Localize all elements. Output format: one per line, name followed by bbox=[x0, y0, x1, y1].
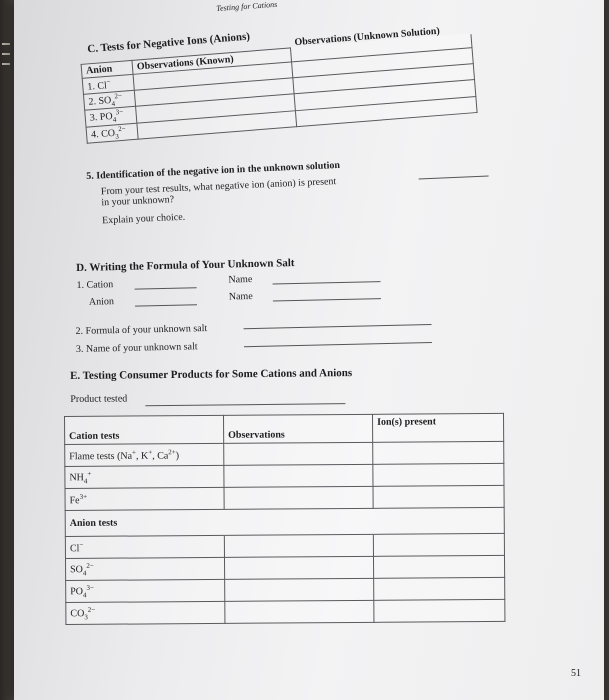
flame-tests-row: Flame tests (Na+, K+, $Ca^{2+}$) bbox=[65, 443, 224, 466]
section-d-title: D. Writing the Formula of Your Unknown Salt bbox=[76, 257, 295, 274]
anion-test-row: $PO_4^{3-}$ bbox=[66, 579, 225, 602]
observation-cell[interactable] bbox=[225, 600, 374, 623]
ion-present-cell[interactable] bbox=[373, 463, 504, 486]
column-header-observations: Observations bbox=[223, 414, 372, 443]
section-e bbox=[70, 367, 370, 405]
anion-test-row: Cl− bbox=[65, 535, 224, 558]
section-c bbox=[79, 13, 478, 143]
ion-present-cell[interactable] bbox=[374, 599, 505, 622]
anion-tests-spacer bbox=[224, 508, 373, 535]
running-header: Testing for Cations bbox=[216, 0, 278, 13]
ion-present-cell[interactable] bbox=[374, 577, 505, 600]
anion-row: 2. $SO_4^{2-}$ bbox=[83, 90, 135, 110]
formula-lines bbox=[77, 318, 438, 360]
column-header-cation-tests: Cation tests bbox=[65, 415, 224, 444]
question-5-title: 5. Identification of the negative ion in the unknown solution bbox=[86, 159, 341, 182]
column-header-anion: Anion bbox=[81, 60, 133, 78]
cation-line[interactable] bbox=[135, 287, 197, 289]
consumer-products-table bbox=[64, 413, 505, 625]
column-header-observations-known: Observations (Known) bbox=[132, 48, 292, 74]
anion-test-row: $SO_4^{2-}$ bbox=[65, 557, 224, 580]
iron-row: $Fe^{3+}$ bbox=[65, 487, 224, 510]
page-number: 51 bbox=[571, 668, 581, 679]
binder-mark bbox=[2, 53, 10, 55]
question-5-prompt-2: in your unknown? bbox=[101, 194, 175, 209]
formula-line[interactable] bbox=[244, 324, 432, 329]
consumer-products-table-wrap bbox=[64, 413, 505, 625]
formula-label: 2. Formula of your unknown salt bbox=[75, 323, 208, 338]
anion-tests-spacer bbox=[373, 507, 504, 534]
ion-present-cell[interactable] bbox=[373, 441, 504, 464]
cation-name-label: Name bbox=[228, 274, 253, 286]
product-tested bbox=[70, 391, 370, 405]
cation-label: 1. Cation bbox=[76, 279, 114, 291]
observation-cell[interactable] bbox=[224, 534, 373, 557]
section-e-title: E. Testing Consumer Products for Some Cations and Anions bbox=[70, 367, 353, 382]
product-label: Product tested bbox=[70, 393, 128, 405]
product-line[interactable] bbox=[145, 403, 345, 406]
observation-cell[interactable] bbox=[224, 486, 373, 509]
anion-row: 4. $CO_3^{2-}$ bbox=[86, 123, 138, 143]
question-5-explain: Explain your choice. bbox=[101, 211, 186, 227]
ammonium-row: $NH_4^+$ bbox=[65, 465, 224, 488]
binder-mark bbox=[2, 63, 10, 65]
ion-present-cell[interactable] bbox=[373, 485, 504, 508]
observation-cell[interactable] bbox=[224, 556, 373, 579]
cation-anion-lines bbox=[76, 273, 397, 318]
observation-cell[interactable] bbox=[224, 442, 373, 465]
question-5-prompt: From your test results, what negative ion (anion) is present bbox=[101, 170, 481, 198]
page-shadow bbox=[0, 0, 14, 700]
cation-name-line[interactable] bbox=[273, 281, 381, 284]
salt-name-line[interactable] bbox=[244, 342, 432, 347]
worksheet-page bbox=[14, 0, 604, 700]
anion-test-row: $CO_3^{2-}$ bbox=[66, 601, 225, 624]
observation-cell[interactable] bbox=[225, 578, 374, 601]
anion-row: 3. $PO_4^{3-}$ bbox=[85, 107, 137, 127]
section-c-title: C. Tests for Negative Ions (Anions) bbox=[86, 30, 251, 56]
column-header-observations-unknown: Observations (Unknown Solution) bbox=[290, 34, 472, 62]
binder-mark bbox=[2, 43, 10, 45]
anion-row: 1. Cl− bbox=[82, 74, 134, 94]
salt-name-label: 3. Name of your unknown salt bbox=[75, 341, 198, 356]
anion-name-line[interactable] bbox=[273, 298, 381, 301]
anion-label: Anion bbox=[88, 296, 115, 308]
question-5 bbox=[86, 154, 482, 227]
column-header-ions-present: Ion(s) present bbox=[372, 413, 503, 442]
ion-present-cell[interactable] bbox=[373, 555, 504, 578]
anion-line[interactable] bbox=[135, 304, 197, 306]
answer-line[interactable] bbox=[419, 175, 489, 179]
ion-present-cell[interactable] bbox=[373, 533, 504, 556]
anion-name-label: Name bbox=[228, 291, 253, 303]
anion-tests-label: Anion tests bbox=[65, 509, 224, 536]
section-d bbox=[76, 254, 438, 360]
observation-cell[interactable] bbox=[224, 464, 373, 487]
